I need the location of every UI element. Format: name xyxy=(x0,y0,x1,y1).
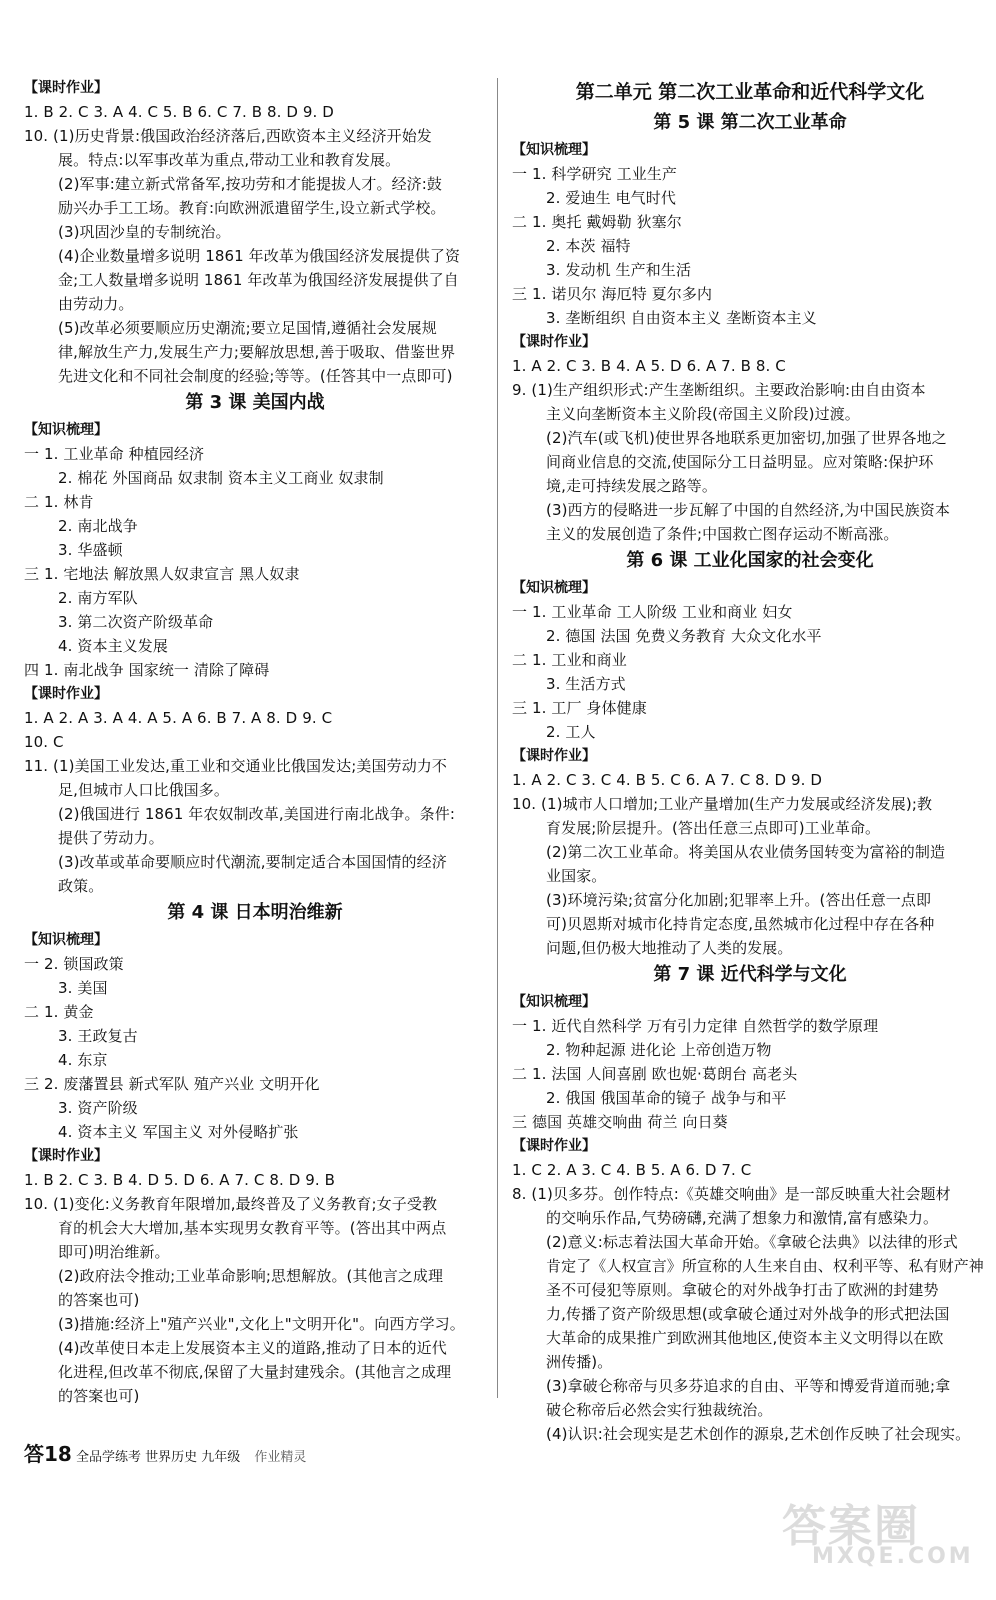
answer-line-indented: (2)俄国进行 1861 年农奴制改革,美国进行南北战争。条件: xyxy=(58,805,455,823)
answer-line: 二 1. 法国 人间喜剧 欧也妮·葛朗台 高老头 xyxy=(512,1065,798,1083)
answer-line-indented: 可)贝恩斯对城市化持肯定态度,虽然城市化过程中存在各种 xyxy=(546,915,935,933)
footer-muted-text: 作业精灵 xyxy=(254,1450,307,1465)
answer-line-indented: 4. 资本主义发展 xyxy=(58,637,168,655)
watermark-title: 答案圈 xyxy=(782,1501,920,1552)
lesson-title: 第 4 课 日本明治维新 xyxy=(167,902,343,923)
answer-line-indented: (2)意义:标志着法国大革命开始。《拿破仑法典》以法律的形式 xyxy=(546,1233,958,1251)
answer-line-indented: (3)措施:经济上"殖产兴业",文化上"文明开化"。向西方学习。 xyxy=(58,1315,465,1333)
lesson-title: 第 7 课 近代科学与文化 xyxy=(653,964,847,985)
answer-line-indented: 由劳动力。 xyxy=(58,295,134,313)
watermark-url: MXQE.COM xyxy=(812,1544,974,1569)
answer-line-indented: (2)第二次工业革命。将美国从农业债务国转变为富裕的制造 xyxy=(546,843,946,861)
answer-line: 二 1. 林肯 xyxy=(24,493,94,511)
answer-line-indented: 即可)明治维新。 xyxy=(58,1243,170,1261)
answer-line-indented: 育发展;阶层提升。(答出任意三点即可)工业革命。 xyxy=(546,819,881,837)
watermark-logo xyxy=(782,1490,972,1576)
answer-line: 一 1. 工业革命 种植园经济 xyxy=(24,445,205,463)
section-heading: 【知识梳理】 xyxy=(24,422,108,438)
answer-line-indented: (2)政府法令推动;工业革命影响;思想解放。(其他言之成理 xyxy=(58,1267,444,1285)
answer-line-indented: 2. 南方军队 xyxy=(58,589,138,607)
answer-line: 1. B 2. C 3. A 4. C 5. B 6. C 7. B 8. D 9. D xyxy=(24,103,334,121)
answer-line: 1. C 2. A 3. C 4. B 5. A 6. D 7. C xyxy=(512,1161,752,1179)
answer-line: 一 1. 近代自然科学 万有引力定律 自然哲学的数学原理 xyxy=(512,1017,879,1035)
answer-line-indented: 3. 生活方式 xyxy=(546,675,626,693)
answer-line: 11. (1)美国工业发达,重工业和交通业比俄国发达;美国劳动力不 xyxy=(24,757,447,775)
answer-line-indented: 3. 美国 xyxy=(58,979,108,997)
answer-line: 一 1. 科学研究 工业生产 xyxy=(512,165,678,183)
left-column xyxy=(24,76,486,1408)
answer-line-indented: (4)企业数量增多说明 1861 年改革为俄国经济发展提供了资 xyxy=(58,247,461,265)
answer-line: 1. A 2. A 3. A 4. A 5. A 6. B 7. A 8. D 9. C xyxy=(24,709,333,727)
answer-line: 10. (1)城市人口增加;工业产量增加(生产力发展或经济发展);教 xyxy=(512,795,933,813)
answer-line-indented: (3)巩固沙皇的专制统治。 xyxy=(58,223,231,241)
answer-line-indented: (4)改革使日本走上发展资本主义的道路,推动了日本的近代 xyxy=(58,1339,447,1357)
answer-line-indented: (3)改革或革命要顺应时代潮流,要制定适合本国国情的经济 xyxy=(58,853,447,871)
lesson-title: 第 6 课 工业化国家的社会变化 xyxy=(626,550,874,571)
answer-line-indented: (2)军事:建立新式常备军,按功劳和才能提拔人才。经济:鼓 xyxy=(58,175,443,193)
answer-line: 10. (1)历史背景:俄国政治经济落后,西欧资本主义经济开始发 xyxy=(24,127,432,145)
page-footer xyxy=(24,1438,306,1467)
answer-line-indented: 圣不可侵犯等原则。拿破仑的对外战争打击了欧洲的封建势 xyxy=(546,1281,939,1299)
answer-line-indented: 先进文化和不同社会制度的经验;等等。(任答其中一点即可) xyxy=(58,367,453,385)
answer-line: 9. (1)生产组织形式:产生垄断组织。主要政治影响:由自由资本 xyxy=(512,381,926,399)
answer-line-indented: 间商业信息的交流,使国际分工日益明显。应对策略:保护环 xyxy=(546,453,934,471)
answer-line-indented: 励兴办手工工场。教育:向欧洲派遣留学生,设立新式学校。 xyxy=(58,199,446,217)
lesson-title: 第 5 课 第二次工业革命 xyxy=(653,112,847,133)
answer-line: 10. (1)变化:义务教育年限增加,最终普及了义务教育;女子受教 xyxy=(24,1195,438,1213)
section-heading: 【课时作业】 xyxy=(24,1148,108,1164)
answer-line-indented: 业国家。 xyxy=(546,867,607,885)
answer-line-indented: 3. 资产阶级 xyxy=(58,1099,138,1117)
answer-line: 10. C xyxy=(24,733,64,751)
lesson-title: 第 3 课 美国内战 xyxy=(185,392,325,413)
answer-line-indented: (4)认识:社会现实是艺术创作的源泉,艺术创作反映了社会现实。 xyxy=(546,1425,971,1443)
section-heading: 【知识梳理】 xyxy=(512,580,596,596)
answer-line-indented: 4. 资本主义 军国主义 对外侵略扩张 xyxy=(58,1123,299,1141)
unit-title: 第二单元 第二次工业革命和近代科学文化 xyxy=(575,81,925,103)
answer-line: 1. A 2. C 3. C 4. B 5. C 6. A 7. C 8. D 9. D xyxy=(512,771,823,789)
answer-line-indented: 洲传播)。 xyxy=(546,1353,613,1371)
answer-line: 1. A 2. C 3. B 4. A 5. D 6. A 7. B 8. C xyxy=(512,357,786,375)
answer-line-indented: 3. 垄断组织 自由资本主义 垄断资本主义 xyxy=(546,309,817,327)
answer-line-indented: (3)拿破仑称帝与贝多芬追求的自由、平等和博爱背道而驰;拿 xyxy=(546,1377,951,1395)
answer-line-indented: 3. 第二次资产阶级革命 xyxy=(58,613,214,631)
answer-line-indented: 2. 爱迪生 电气时代 xyxy=(546,189,676,207)
answer-line-indented: 展。特点:以军事改革为重点,带动工业和教育发展。 xyxy=(58,151,401,169)
answer-line-indented: 2. 工人 xyxy=(546,723,596,741)
section-heading: 【知识梳理】 xyxy=(512,994,596,1010)
answer-line-indented: 破仑称帝后必然会实行独裁统治。 xyxy=(546,1401,773,1419)
answer-line-indented: 政策。 xyxy=(58,877,104,895)
answer-line: 三 1. 诺贝尔 海厄特 夏尔多内 xyxy=(512,285,713,303)
footer-text: 全品学练考 世界历史 九年级 xyxy=(75,1450,241,1465)
answer-line-indented: 足,但城市人口比俄国多。 xyxy=(58,781,229,799)
column-divider xyxy=(497,78,498,1398)
answer-line-indented: 问题,但仍极大地推动了人类的发展。 xyxy=(546,939,793,957)
answer-line-indented: 2. 本茨 福特 xyxy=(546,237,631,255)
answer-line: 三 德国 英雄交响曲 荷兰 向日葵 xyxy=(512,1113,728,1131)
answer-line-indented: 2. 俄国 俄国革命的镜子 战争与和平 xyxy=(546,1089,787,1107)
answer-line-indented: (3)环境污染;贫富分化加剧;犯罪率上升。(答出任意一点即 xyxy=(546,891,932,909)
answer-line-indented: 提供了劳动力。 xyxy=(58,829,164,847)
answer-line: 一 1. 工业革命 工人阶级 工业和商业 妇女 xyxy=(512,603,793,621)
section-heading: 【课时作业】 xyxy=(24,686,108,702)
answer-line-indented: 3. 发动机 生产和生活 xyxy=(546,261,692,279)
right-column xyxy=(512,76,988,1446)
answer-line-indented: 3. 王政复古 xyxy=(58,1027,138,1045)
answer-line-indented: (2)汽车(或飞机)使世界各地联系更加密切,加强了世界各地之 xyxy=(546,429,947,447)
answer-line-indented: 育的机会大大增加,基本实现男女教育平等。(答出其中两点 xyxy=(58,1219,447,1237)
answer-line: 1. B 2. C 3. B 4. D 5. D 6. A 7. C 8. D 9. B xyxy=(24,1171,335,1189)
answer-line-indented: (5)改革必须要顺应历史潮流;要立足国情,遵循社会发展规 xyxy=(58,319,437,337)
answer-line-indented: 的答案也可) xyxy=(58,1387,140,1405)
answer-line-indented: 肯定了《人权宣言》所宣称的人生来自由、权利平等、私有财产神 xyxy=(546,1257,984,1275)
answer-line-indented: 3. 华盛顿 xyxy=(58,541,123,559)
answer-line-indented: 主义向垄断资本主义阶段(帝国主义阶段)过渡。 xyxy=(546,405,860,423)
section-heading: 【课时作业】 xyxy=(512,1138,596,1154)
answer-line-indented: 力,传播了资产阶级思想(或拿破仑通过对外战争的形式把法国 xyxy=(546,1305,950,1323)
section-heading: 【课时作业】 xyxy=(512,334,596,350)
section-heading: 【知识梳理】 xyxy=(24,932,108,948)
answer-line: 二 1. 奥托 戴姆勒 狄塞尔 xyxy=(512,213,682,231)
answer-line-indented: 2. 棉花 外国商品 奴隶制 资本主义工商业 奴隶制 xyxy=(58,469,384,487)
section-heading: 【课时作业】 xyxy=(24,80,108,96)
answer-line-indented: 的答案也可) xyxy=(58,1291,140,1309)
answer-line-indented: 化进程,但改革不彻底,保留了大量封建残余。(其他言之成理 xyxy=(58,1363,452,1381)
answer-line-indented: 大革命的成果推广到欧洲其他地区,使资本主义文明得以在欧 xyxy=(546,1329,944,1347)
answer-line: 三 1. 工厂 身体健康 xyxy=(512,699,647,717)
answer-line-indented: 2. 德国 法国 免费义务教育 大众文化水平 xyxy=(546,627,822,645)
section-heading: 【课时作业】 xyxy=(512,748,596,764)
page-number: 18 xyxy=(44,1442,72,1466)
answer-line-indented: 2. 南北战争 xyxy=(58,517,138,535)
answer-line-indented: 主义的发展创造了条件;中国救亡图存运动不断高涨。 xyxy=(546,525,899,543)
answer-line-indented: 4. 东京 xyxy=(58,1051,108,1069)
answer-line-indented: (3)西方的侵略进一步瓦解了中国的自然经济,为中国民族资本 xyxy=(546,501,950,519)
answer-line-indented: 境,走可持续发展之路等。 xyxy=(546,477,717,495)
section-heading: 【知识梳理】 xyxy=(512,142,596,158)
answer-line: 三 2. 废藩置县 新式军队 殖产兴业 文明开化 xyxy=(24,1075,320,1093)
answer-line: 四 1. 南北战争 国家统一 清除了障碍 xyxy=(24,661,270,679)
answer-line: 二 1. 黄金 xyxy=(24,1003,94,1021)
answer-line-indented: 律,解放生产力,发展生产力;要解放思想,善于吸取、借鉴世界 xyxy=(58,343,456,361)
answer-line: 一 2. 锁国政策 xyxy=(24,955,124,973)
answer-line-indented: 2. 物种起源 进化论 上帝创造万物 xyxy=(546,1041,772,1059)
answer-line: 三 1. 宅地法 解放黑人奴隶宣言 黑人奴隶 xyxy=(24,565,300,583)
answer-line-indented: 的交响乐作品,气势磅礴,充满了想象力和激情,富有感染力。 xyxy=(546,1209,939,1227)
answer-line: 8. (1)贝多芬。创作特点:《英雄交响曲》是一部反映重大社会题材 xyxy=(512,1185,951,1203)
answer-line: 二 1. 工业和商业 xyxy=(512,651,627,669)
answer-line-indented: 金;工人数量增多说明 1861 年改革为俄国经济发展提供了自 xyxy=(58,271,459,289)
page-prefix: 答 xyxy=(24,1442,44,1466)
